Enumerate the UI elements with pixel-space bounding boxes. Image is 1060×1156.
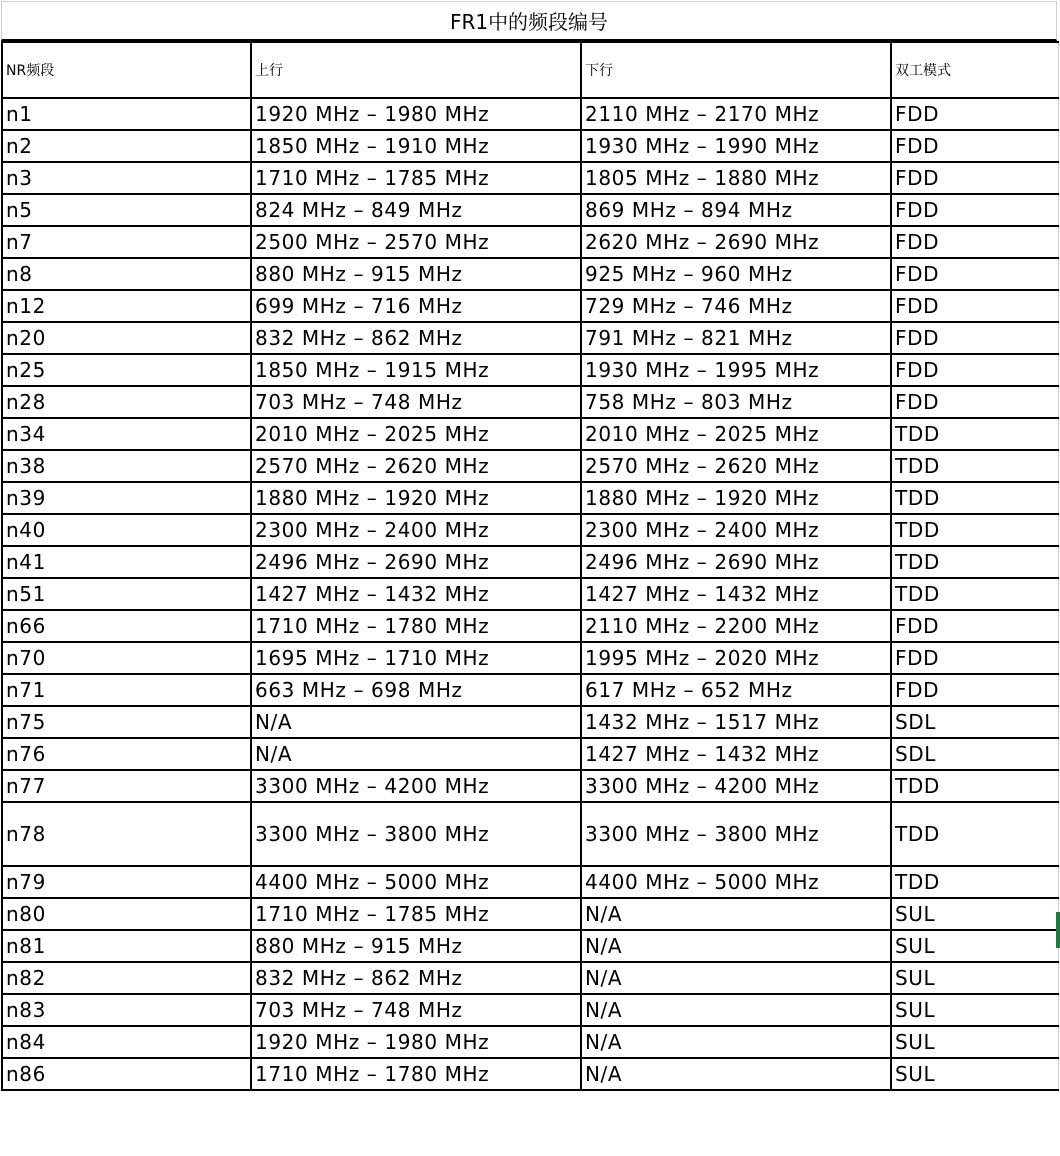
table-row [2, 450, 1058, 482]
duplex-mode-cell[interactable]: TDD [891, 482, 1058, 514]
table-row [2, 514, 1058, 546]
downlink-cell[interactable]: 869 MHz – 894 MHz [581, 194, 891, 226]
table-row [2, 322, 1058, 354]
band-cell[interactable]: n2 [2, 130, 251, 162]
band-cell[interactable]: n1 [2, 98, 251, 130]
downlink-cell[interactable]: 2570 MHz – 2620 MHz [581, 450, 891, 482]
uplink-cell[interactable]: 2010 MHz – 2025 MHz [251, 418, 581, 450]
table-row [2, 866, 1058, 898]
duplex-mode-cell[interactable]: FDD [891, 162, 1058, 194]
uplink-cell[interactable]: 663 MHz – 698 MHz [251, 674, 581, 706]
downlink-cell[interactable]: 3300 MHz – 4200 MHz [581, 770, 891, 802]
table-row [2, 258, 1058, 290]
uplink-cell[interactable]: 832 MHz – 862 MHz [251, 322, 581, 354]
uplink-cell[interactable]: 3300 MHz – 3800 MHz [251, 802, 581, 866]
band-cell[interactable]: n81 [2, 930, 251, 962]
table-row [2, 194, 1058, 226]
cell-selection-marker [1056, 912, 1060, 948]
band-cell[interactable]: n75 [2, 706, 251, 738]
band-cell[interactable]: n77 [2, 770, 251, 802]
band-cell[interactable]: n51 [2, 578, 251, 610]
band-cell[interactable]: n8 [2, 258, 251, 290]
duplex-mode-cell[interactable]: FDD [891, 642, 1058, 674]
band-cell[interactable]: n3 [2, 162, 251, 194]
duplex-mode-cell[interactable]: TDD [891, 802, 1058, 866]
band-cell[interactable]: n40 [2, 514, 251, 546]
duplex-mode-cell[interactable]: FDD [891, 98, 1058, 130]
downlink-cell[interactable]: 1432 MHz – 1517 MHz [581, 706, 891, 738]
duplex-mode-cell[interactable]: TDD [891, 866, 1058, 898]
downlink-cell[interactable]: N/A [581, 1026, 891, 1058]
duplex-mode-cell[interactable]: SUL [891, 994, 1058, 1026]
downlink-cell[interactable]: 2010 MHz – 2025 MHz [581, 418, 891, 450]
uplink-cell[interactable]: 1850 MHz – 1915 MHz [251, 354, 581, 386]
band-cell[interactable]: n79 [2, 866, 251, 898]
uplink-cell[interactable]: 2500 MHz – 2570 MHz [251, 226, 581, 258]
spreadsheet [1, 1, 1057, 1091]
duplex-mode-cell[interactable]: SDL [891, 706, 1058, 738]
downlink-cell[interactable]: 2110 MHz – 2170 MHz [581, 98, 891, 130]
header-nr-band[interactable]: NR频段 [2, 42, 251, 98]
duplex-mode-cell[interactable]: TDD [891, 418, 1058, 450]
table-row [2, 290, 1058, 322]
band-cell[interactable]: n28 [2, 386, 251, 418]
downlink-cell[interactable]: 2620 MHz – 2690 MHz [581, 226, 891, 258]
table-row [2, 1026, 1058, 1058]
table-row [2, 962, 1058, 994]
uplink-cell[interactable]: N/A [251, 738, 581, 770]
duplex-mode-cell[interactable]: SUL [891, 898, 1058, 930]
table-row [2, 418, 1058, 450]
downlink-cell[interactable]: N/A [581, 1058, 891, 1090]
band-cell[interactable]: n84 [2, 1026, 251, 1058]
downlink-cell[interactable]: 4400 MHz – 5000 MHz [581, 866, 891, 898]
uplink-cell[interactable]: 1710 MHz – 1785 MHz [251, 898, 581, 930]
duplex-mode-cell[interactable]: TDD [891, 578, 1058, 610]
duplex-mode-cell[interactable]: SDL [891, 738, 1058, 770]
uplink-cell[interactable]: 1880 MHz – 1920 MHz [251, 482, 581, 514]
duplex-mode-cell[interactable]: TDD [891, 514, 1058, 546]
band-cell[interactable]: n25 [2, 354, 251, 386]
uplink-cell[interactable]: N/A [251, 706, 581, 738]
downlink-cell[interactable]: 758 MHz – 803 MHz [581, 386, 891, 418]
downlink-cell[interactable]: 1805 MHz – 1880 MHz [581, 162, 891, 194]
duplex-mode-cell[interactable]: FDD [891, 226, 1058, 258]
downlink-cell[interactable]: 617 MHz – 652 MHz [581, 674, 891, 706]
uplink-cell[interactable]: 2496 MHz – 2690 MHz [251, 546, 581, 578]
table-row [2, 706, 1058, 738]
duplex-mode-cell[interactable]: TDD [891, 450, 1058, 482]
table-body [2, 98, 1058, 1090]
downlink-cell[interactable]: 3300 MHz – 3800 MHz [581, 802, 891, 866]
table-row [2, 386, 1058, 418]
table-row [2, 994, 1058, 1026]
table-title[interactable]: FR1中的频段编号 [1, 1, 1057, 41]
downlink-cell[interactable]: 2110 MHz – 2200 MHz [581, 610, 891, 642]
uplink-cell[interactable]: 824 MHz – 849 MHz [251, 194, 581, 226]
downlink-cell[interactable]: 1995 MHz – 2020 MHz [581, 642, 891, 674]
uplink-cell[interactable]: 703 MHz – 748 MHz [251, 994, 581, 1026]
uplink-cell[interactable]: 1427 MHz – 1432 MHz [251, 578, 581, 610]
band-cell[interactable]: n34 [2, 418, 251, 450]
downlink-cell[interactable]: 729 MHz – 746 MHz [581, 290, 891, 322]
band-cell[interactable]: n39 [2, 482, 251, 514]
header-duplex-mode[interactable]: 双工模式 [891, 42, 1058, 98]
uplink-cell[interactable]: 4400 MHz – 5000 MHz [251, 866, 581, 898]
band-cell[interactable]: n66 [2, 610, 251, 642]
table-row [2, 642, 1058, 674]
duplex-mode-cell[interactable]: FDD [891, 610, 1058, 642]
table-row [2, 578, 1058, 610]
table-row [2, 1058, 1058, 1090]
uplink-cell[interactable]: 880 MHz – 915 MHz [251, 258, 581, 290]
duplex-mode-cell[interactable]: FDD [891, 194, 1058, 226]
uplink-cell[interactable]: 1695 MHz – 1710 MHz [251, 642, 581, 674]
table-row [2, 354, 1058, 386]
table-row [2, 610, 1058, 642]
uplink-cell[interactable]: 1710 MHz – 1780 MHz [251, 610, 581, 642]
band-cell[interactable]: n41 [2, 546, 251, 578]
band-cell[interactable]: n78 [2, 802, 251, 866]
uplink-cell[interactable]: 1710 MHz – 1780 MHz [251, 1058, 581, 1090]
band-cell[interactable]: n82 [2, 962, 251, 994]
table-row [2, 802, 1058, 866]
uplink-cell[interactable]: 1850 MHz – 1910 MHz [251, 130, 581, 162]
table-row [2, 162, 1058, 194]
duplex-mode-cell[interactable]: SUL [891, 1026, 1058, 1058]
header-row [2, 42, 1058, 98]
table-row [2, 546, 1058, 578]
band-cell[interactable]: n86 [2, 1058, 251, 1090]
uplink-cell[interactable]: 1920 MHz – 1980 MHz [251, 1026, 581, 1058]
duplex-mode-cell[interactable]: FDD [891, 354, 1058, 386]
uplink-cell[interactable]: 880 MHz – 915 MHz [251, 930, 581, 962]
uplink-cell[interactable]: 1710 MHz – 1785 MHz [251, 162, 581, 194]
duplex-mode-cell[interactable]: TDD [891, 546, 1058, 578]
table-row [2, 674, 1058, 706]
downlink-cell[interactable]: 1427 MHz – 1432 MHz [581, 738, 891, 770]
uplink-cell[interactable]: 832 MHz – 862 MHz [251, 962, 581, 994]
duplex-mode-cell[interactable]: SUL [891, 1058, 1058, 1090]
duplex-mode-cell[interactable]: FDD [891, 674, 1058, 706]
band-cell[interactable]: n38 [2, 450, 251, 482]
uplink-cell[interactable]: 3300 MHz – 4200 MHz [251, 770, 581, 802]
uplink-cell[interactable]: 1920 MHz – 1980 MHz [251, 98, 581, 130]
uplink-cell[interactable]: 699 MHz – 716 MHz [251, 290, 581, 322]
downlink-cell[interactable]: N/A [581, 962, 891, 994]
header-downlink[interactable]: 下行 [581, 42, 891, 98]
downlink-cell[interactable]: N/A [581, 898, 891, 930]
band-cell[interactable]: n83 [2, 994, 251, 1026]
band-cell[interactable]: n20 [2, 322, 251, 354]
downlink-cell[interactable]: 925 MHz – 960 MHz [581, 258, 891, 290]
frequency-band-table [1, 41, 1059, 1091]
band-cell[interactable]: n12 [2, 290, 251, 322]
downlink-cell[interactable]: 1930 MHz – 1990 MHz [581, 130, 891, 162]
downlink-cell[interactable]: 1427 MHz – 1432 MHz [581, 578, 891, 610]
table-row [2, 98, 1058, 130]
downlink-cell[interactable]: N/A [581, 994, 891, 1026]
uplink-cell[interactable]: 703 MHz – 748 MHz [251, 386, 581, 418]
duplex-mode-cell[interactable]: FDD [891, 290, 1058, 322]
band-cell[interactable]: n5 [2, 194, 251, 226]
header-uplink[interactable]: 上行 [251, 42, 581, 98]
downlink-cell[interactable]: 2496 MHz – 2690 MHz [581, 546, 891, 578]
uplink-cell[interactable]: 2300 MHz – 2400 MHz [251, 514, 581, 546]
downlink-cell[interactable]: 1880 MHz – 1920 MHz [581, 482, 891, 514]
duplex-mode-cell[interactable]: SUL [891, 930, 1058, 962]
band-cell[interactable]: n70 [2, 642, 251, 674]
downlink-cell[interactable]: 2300 MHz – 2400 MHz [581, 514, 891, 546]
table-row [2, 770, 1058, 802]
band-cell[interactable]: n80 [2, 898, 251, 930]
table-row [2, 482, 1058, 514]
band-cell[interactable]: n7 [2, 226, 251, 258]
table-row [2, 898, 1058, 930]
table-row [2, 738, 1058, 770]
downlink-cell[interactable]: 1930 MHz – 1995 MHz [581, 354, 891, 386]
duplex-mode-cell[interactable]: FDD [891, 130, 1058, 162]
band-cell[interactable]: n71 [2, 674, 251, 706]
duplex-mode-cell[interactable]: SUL [891, 962, 1058, 994]
uplink-cell[interactable]: 2570 MHz – 2620 MHz [251, 450, 581, 482]
table-row [2, 226, 1058, 258]
downlink-cell[interactable]: 791 MHz – 821 MHz [581, 322, 891, 354]
duplex-mode-cell[interactable]: TDD [891, 770, 1058, 802]
table-row [2, 930, 1058, 962]
duplex-mode-cell[interactable]: FDD [891, 258, 1058, 290]
downlink-cell[interactable]: N/A [581, 930, 891, 962]
band-cell[interactable]: n76 [2, 738, 251, 770]
table-row [2, 130, 1058, 162]
duplex-mode-cell[interactable]: FDD [891, 322, 1058, 354]
duplex-mode-cell[interactable]: FDD [891, 386, 1058, 418]
